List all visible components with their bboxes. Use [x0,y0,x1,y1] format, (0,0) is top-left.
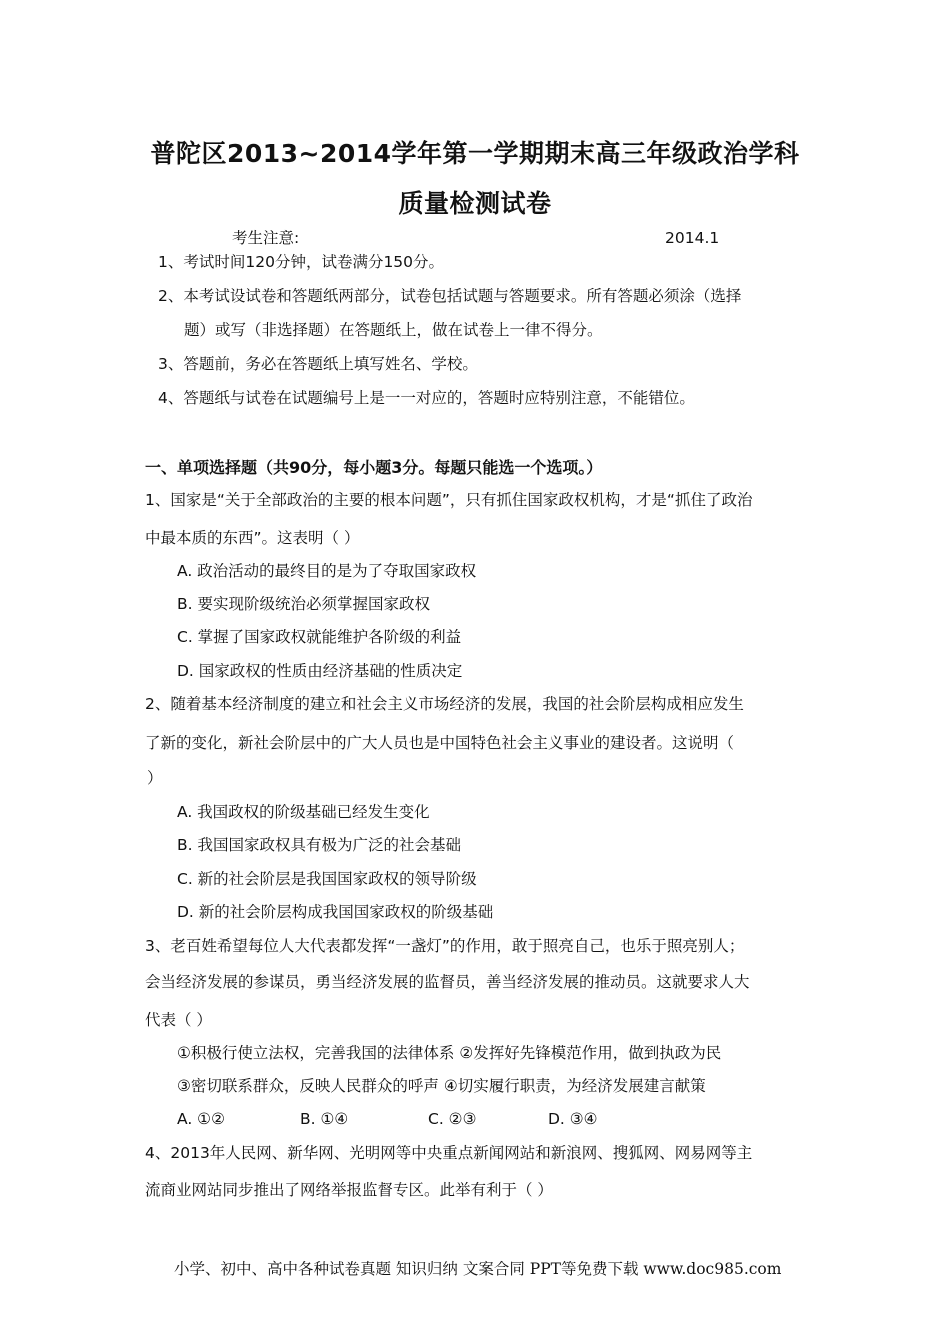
question-2-line: 了新的变化，新社会阶层中的广大人员也是中国特色社会主义事业的建设者。这说明（ [145,734,735,752]
question-2-option-c: C. 新的社会阶层是我国国家政权的领导阶级 [177,870,477,888]
question-3-option-b: B. ①④ [300,1110,349,1128]
question-3-statement: ③密切联系群众，反映人民群众的呼声 ④切实履行职责，为经济发展建言献策 [177,1077,706,1095]
question-2-line: ） [147,769,163,787]
question-2-option-d: D. 新的社会阶层构成我国国家政权的阶级基础 [177,903,494,921]
notice-item: 2、本考试设试卷和答题纸两部分，试卷包括试题与答题要求。所有答题必须涂（选择 [158,287,742,305]
question-2-option-b: B. 我国国家政权具有极为广泛的社会基础 [177,836,461,854]
notice-item: 题）或写（非选择题）在答题纸上，做在试卷上一律不得分。 [184,321,603,339]
page-title: 普陀区2013~2014学年第一学期期末高三年级政治学科 [150,139,800,168]
exam-date: 2014.1 [665,229,720,247]
notice-item: 3、答题前，务必在答题纸上填写姓名、学校。 [158,355,478,373]
question-4-line: 4、2013年人民网、新华网、光明网等中央重点新闻网站和新浪网、搜狐网、网易网等主 [145,1144,753,1162]
notice-item: 4、答题纸与试卷在试题编号上是一一对应的，答题时应特别注意，不能错位。 [158,389,695,407]
question-1-line: 1、国家是“关于全部政治的主要的根本问题”，只有抓住国家政权机构，才是“抓住了政治 [145,491,753,509]
question-3-option-d: D. ③④ [548,1110,598,1128]
question-1-option-a: A. 政治活动的最终目的是为了夺取国家政权 [177,562,477,580]
question-4-line: 流商业网站同步推出了网络举报监督专区。此举有利于（ ） [145,1181,553,1199]
question-2-line: 2、随着基本经济制度的建立和社会主义市场经济的发展，我国的社会阶层构成相应发生 [145,695,744,713]
question-3-statement: ①积极行使立法权，完善我国的法律体系 ②发挥好先锋模范作用，做到执政为民 [177,1044,722,1062]
question-3-line: 3、老百姓希望每位人大代表都发挥“一盏灯”的作用，敢于照亮自己，也乐于照亮别人； [145,937,745,955]
notice-item: 1、考试时间120分钟，试卷满分150分。 [158,253,445,271]
question-1-line: 中最本质的东西”。这表明（ ） [145,529,360,547]
footer-note: 小学、初中、高中各种试卷真题 知识归纳 文案合同 PPT等免费下载 www.doc985.com [174,1260,782,1278]
question-3-line: 会当经济发展的参谋员，勇当经济发展的监督员，善当经济发展的推动员。这就要求人大 [145,973,750,991]
question-3-option-c: C. ②③ [428,1110,477,1128]
notice-label: 考生注意: [232,229,300,247]
page-subtitle: 质量检测试卷 [398,189,552,218]
question-3-option-a: A. ①② [177,1110,225,1128]
section-heading: 一、单项选择题（共90分，每小题3分。每题只能选一个选项。） [145,458,603,477]
question-1-option-b: B. 要实现阶级统治必须掌握国家政权 [177,595,430,613]
question-2-option-a: A. 我国政权的阶级基础已经发生变化 [177,803,430,821]
question-3-line: 代表（ ） [145,1011,212,1029]
question-1-option-d: D. 国家政权的性质由经济基础的性质决定 [177,662,463,680]
question-1-option-c: C. 掌握了国家政权就能维护各阶级的利益 [177,628,462,646]
